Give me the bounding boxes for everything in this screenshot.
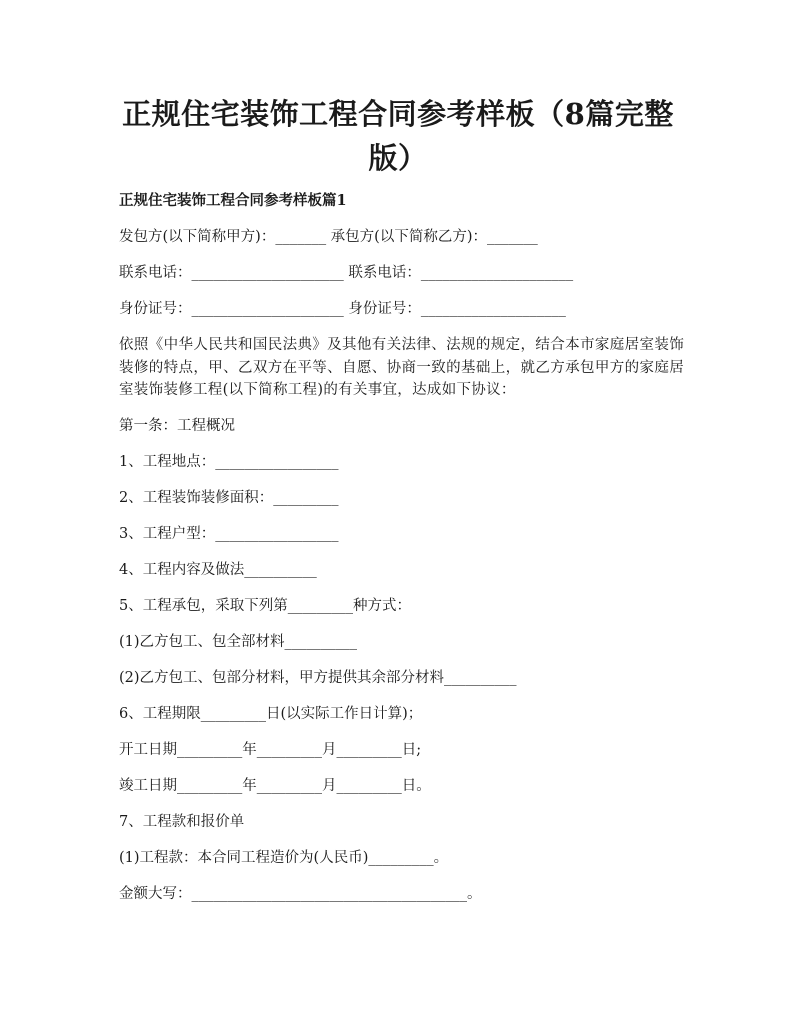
clause-item: 金额大写：______________________________________。	[119, 885, 482, 902]
clause-item: 7、工程款和报价单	[119, 813, 245, 830]
clause-item: 6、工程期限_________日(以实际工作日计算)；	[119, 705, 423, 722]
clause-item: 2、工程装饰装修面积：_________	[119, 489, 339, 506]
section-title: 正规住宅装饰工程合同参考样板篇1	[119, 192, 347, 209]
document-title: 正规住宅装饰工程合同参考样板（8篇完整版）	[122, 97, 674, 175]
clause-item: (1)工程款：本合同工程造价为(人民币)_________。	[119, 849, 449, 866]
clause-item: 3、工程户型：_________________	[119, 525, 339, 542]
clause-item: 竣工日期_________年_________月_________日。	[119, 777, 431, 794]
parties-line: 发包方(以下简称甲方)：_______ 承包方(以下简称乙方)：_______	[119, 229, 538, 245]
clause-heading: 第一条：工程概况	[119, 417, 235, 434]
clause-item: 5、工程承包，采取下列第_________种方式：	[119, 597, 411, 614]
clause-item: 开工日期_________年_________月_________日;	[119, 741, 422, 758]
clause-item: (1)乙方包工、包全部材料__________	[119, 633, 358, 650]
document-body	[119, 190, 684, 919]
clause-item: (2)乙方包工、包部分材料，甲方提供其余部分材料__________	[119, 669, 517, 686]
clause-item: 4、工程内容及做法__________	[119, 561, 317, 578]
clause-item: 1、工程地点：_________________	[119, 453, 339, 470]
intro-paragraph: 依照《中华人民共和国民法典》及其他有关法律、法规的规定，结合本市家庭居室装饰装修的特点，甲、乙双方在平等、自愿、协商一致的基础上，就乙方承包甲方的家庭居室装饰装修工程(以下简称工程)的有关事宜，达成如下协议：	[119, 337, 684, 398]
phone-line: 联系电话：_____________________ 联系电话：_____________________	[119, 265, 574, 281]
id-number-line: 身份证号：_____________________ 身份证号：____________________	[119, 301, 566, 317]
